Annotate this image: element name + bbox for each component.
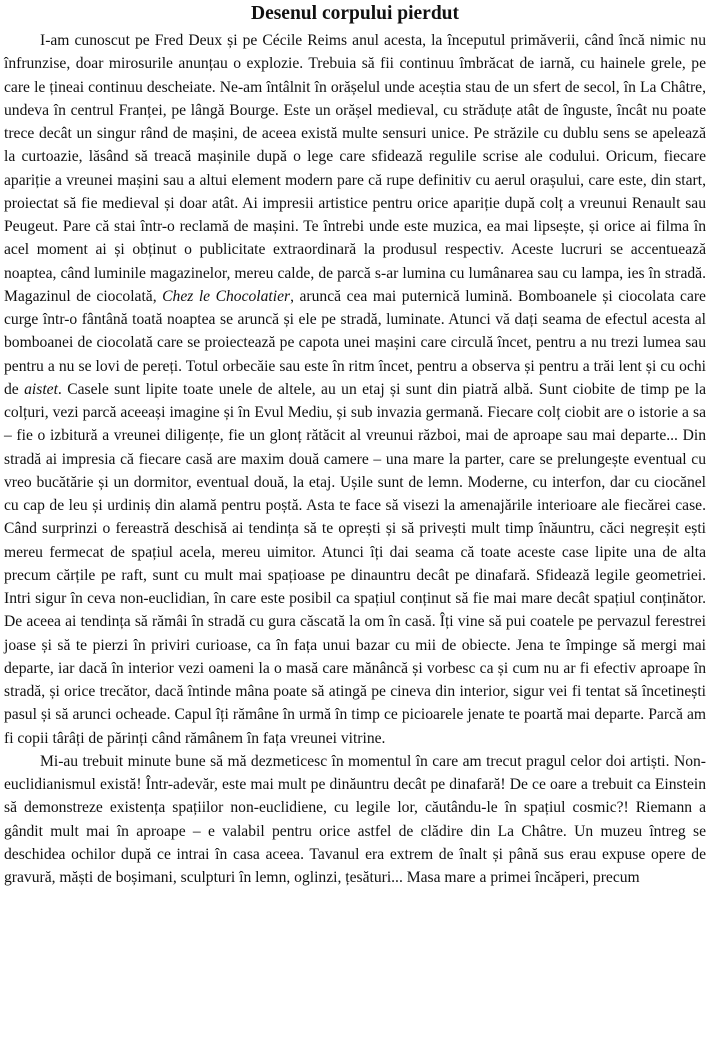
document-title: Desenul corpului pierdut [250,3,460,24]
paragraph-text: I-am cunoscut pe Fred Deux și pe Cécile Reims anul acesta, la începutul primăverii, când încă nimic nu înfrunzise, doar mirosurile anunțau o explozie. Trebuia să fii continuu îmbrăcat de iarnă, cu hainele grele, pe care le țineai continuu descheiate. Ne-am întâlnit în orășelul unde aceștia stau de un sfert de secol, în La Châtre, undeva în centrul Franței, pe lângă Bourge. Este un orășel medieval, cu străduțe atât de înguste, încât nu poate trece decât un singur rând de mașini, de aceea există multe sensuri unice. Pe străzile cu dublu sens se apelează la curtoazie, lăsând să treacă mașinile după o lege care sfidează regulile scrise ale codului. Oricum, fiecare apariție a vreunei mașini sau a altui element modern pare că rupe definitiv cu aerul orașului, care este, din start, proiectat să fie medieval și doar atât. Ai impresii artistice pentru orice apariție după colț a vreunui Renault sau Peugeut. Pare că stai într-o reclamă de mașini. Te întrebi unde este muzica, ea mai lipsește, și orice ai filma în acel moment ai și obținut o publicitate extraordinară la produsul respectiv. Aceste lucruri se accentuează noaptea, când luminile magazinelor, mereu calde, de parcă s-ar lumina cu lumânarea sau cu lampa, ies în stradă. Magazinul de ciocolată, [4,32,706,305]
italic-shop-name: Chez le Chocolatier [162,287,291,305]
italic-word: aistet [24,380,58,398]
article-body [4,29,706,889]
paragraph-text: Mi-au trebuit minute bune să mă dezmeticesc în momentul în care am trecut pragul celor doi artiști. Non-euclidianismul există! Într-adevăr, este mai mult pe dinăuntru decât pe dinafară! De ce oare a trebuit ca Einstein să demonstreze existența spațiilor non-euclidiene, cu legile lor, căutându-le în spațiul cosmic?! Riemann a gândit mult mai în aproape – e valabil pentru orice astfel de clădire din La Châtre. Un muzeu întreg se deschidea ochilor după ce intrai în casa aceea. Tavanul era extrem de înalt și până sus erau expuse opere de gravură, măști de boșimani, sculpturi în lemn, oglinzi, țesături... Masa mare a primei încăperi, precum [4,752,706,886]
paragraph-text: , aruncă cea mai puternică lumină. Bomboanele și ciocolata care curge într-o fântână toată noaptea se aruncă și ele pe stradă, luminate. Atunci vă dați seama de efectul acesta al bomboanei de ciocolată care se proiectează pe capota unei mașini care circulă încet, pentru a nu trezi lumea sau pentru a nu se lovi de pereți. Totul orbecăie sau este în ritm încet, pentru a observa și pentru a trăi lent și cu ochi de [4,287,706,398]
paragraph-text: . Casele sunt lipite toate unele de altele, au un etaj și sunt din piatră albă. Sunt ciobite de timp pe la colțuri, vezi parcă aceeași imagine și în Evul Mediu, și sub invazia germană. Fiecare colț ciobit are o istorie a sa – fie o izbitură a vreunei diligențe, fie un glonț rătăcit al vreunui război, mai de aproape sau mai departe... Din stradă ai impresia că fiecare casă are maxim două camere – una mare la parter, care se prelungește eventual cu vreo bucătărie și un dormitor, eventual două, la etaj. Ușile sunt de lemn. Moderne, cu interfon, dar cu ciocănel cu cap de leu și urdiniș din alamă pentru poștă. Asta te face să visezi la amenajările interioare ale fiecărei case. Când surprinzi o fereastră deschisă ai tendința să te oprești și să privești mult timp înăuntru, căci negreșit ești mereu fermecat de spațiul acela, mereu uimitor. Atunci îți dai seama că toate aceste case lipite una de alta precum cărțile pe raft, sunt cu mult mai spațioase pe dinauntru decât pe dinafară. Sfidează legile geometriei. Intri sigur în ceva non-euclidian, în care este posibil ca spațiul conținut să fie mai mare decât spațiul conținător. De aceea ai tendința să rămâi în stradă cu gura căscată la om în casă. Îți vine să pui coatele pe pervazul ferestrei joase și să te pierzi în priviri curioase, ca în fața unui bazar cu mii de obiecte. Jena te împinge să mergi mai departe, iar dacă în interior vezi oameni la o masă care mănâncă și vorbesc ca și cum nu ar fi efectiv aproape în stradă, și orice trecător, dacă întinde mâna poate să atingă pe cineva din interior, sigur vei fi tentat să încetinești pasul și să arunci ocheade. Capul îți rămâne în urmă în timp ce picioarele jenate te poartă mai departe. Parcă am fi copii târâți de părinți când rămânem în fața vreunei vitrine. [4,380,706,747]
paragraph [4,29,706,750]
paragraph [4,750,706,890]
